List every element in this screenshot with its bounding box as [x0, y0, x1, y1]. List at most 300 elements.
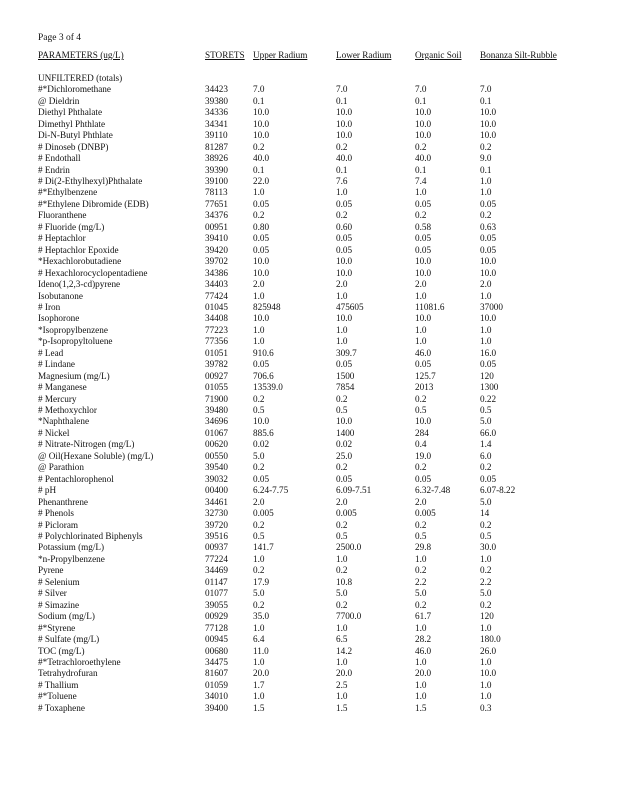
organic-soil-cell: 0.05: [415, 473, 432, 484]
organic-soil-cell: 0.05: [415, 359, 432, 370]
organic-soil-cell: 7.0: [415, 84, 427, 95]
parameter-cell: # Methoxychlor: [38, 405, 97, 416]
parameter-cell: *n-Propylbenzene: [38, 553, 105, 564]
bonanza-silt-rubble-cell: 0.1: [480, 95, 492, 106]
lower-radium-cell: 7.6: [336, 175, 348, 186]
upper-radium-cell: 6.4: [253, 634, 265, 645]
organic-soil-cell: 0.2: [415, 393, 427, 404]
table-row: [38, 130, 598, 141]
storet-cell: 00951: [205, 221, 228, 232]
column-header-bonanza-silt-rubble: Bonanza Silt-Rubble: [480, 50, 557, 60]
table-row: [38, 96, 598, 107]
upper-radium-cell: 0.05: [253, 244, 270, 255]
lower-radium-cell: 0.005: [336, 508, 357, 519]
storet-cell: 34386: [205, 267, 228, 278]
organic-soil-cell: 2.2: [415, 576, 427, 587]
parameter-cell: *Isopropylbenzene: [38, 324, 108, 335]
bonanza-silt-rubble-cell: 30.0: [480, 542, 497, 553]
storet-cell: 34408: [205, 313, 228, 324]
lower-radium-cell: 2.0: [336, 496, 348, 507]
organic-soil-cell: 2013: [415, 382, 434, 393]
organic-soil-cell: 0.1: [415, 164, 427, 175]
bonanza-silt-rubble-cell: 37000: [480, 301, 503, 312]
lower-radium-cell: 0.05: [336, 359, 353, 370]
lower-radium-cell: 0.2: [336, 599, 348, 610]
table-row: [38, 462, 598, 473]
lower-radium-cell: 1.0: [336, 691, 348, 702]
storet-cell: 01067: [205, 427, 228, 438]
upper-radium-cell: 0.05: [253, 359, 270, 370]
table-row: [38, 577, 598, 588]
table-row: [38, 588, 598, 599]
organic-soil-cell: 0.58: [415, 221, 432, 232]
bonanza-silt-rubble-cell: 0.05: [480, 244, 497, 255]
bonanza-silt-rubble-cell: 66.0: [480, 427, 497, 438]
organic-soil-cell: 0.5: [415, 405, 427, 416]
storet-cell: 34341: [205, 118, 228, 129]
storet-cell: 77223: [205, 324, 228, 335]
table-row: [38, 611, 598, 622]
storet-cell: 39032: [205, 473, 228, 484]
parameter-cell: Fluoranthene: [38, 210, 87, 221]
parameter-cell: Ideno(1,2,3-cd)pyrene: [38, 279, 121, 290]
upper-radium-cell: 0.80: [253, 221, 270, 232]
storet-cell: 39420: [205, 244, 228, 255]
lower-radium-cell: 20.0: [336, 668, 353, 679]
parameter-cell: Potassium (mg/L): [38, 542, 105, 553]
lower-radium-cell: 1.0: [336, 290, 348, 301]
bonanza-silt-rubble-cell: 0.2: [480, 599, 492, 610]
storet-cell: 39720: [205, 519, 228, 530]
parameter-cell: #*Tetrachloroethylene: [38, 657, 121, 667]
bonanza-silt-rubble-cell: 10.0: [480, 668, 497, 679]
bonanza-silt-rubble-cell: 1.0: [480, 187, 492, 198]
organic-soil-cell: 125.7: [415, 370, 436, 381]
lower-radium-cell: 0.05: [336, 473, 353, 484]
parameter-cell: # Sulfate (mg/L): [38, 634, 100, 645]
storet-cell: 34469: [205, 565, 228, 576]
storet-cell: 81287: [205, 141, 228, 152]
lower-radium-cell: 10.0: [336, 107, 353, 118]
storet-cell: 77224: [205, 553, 228, 564]
upper-radium-cell: 0.005: [253, 508, 274, 519]
lower-radium-cell: 6.09-7.51: [336, 485, 372, 496]
lower-radium-cell: 0.2: [336, 565, 348, 576]
storet-cell: 78113: [205, 187, 228, 198]
table-row: [38, 165, 598, 176]
upper-radium-cell: 10.0: [253, 267, 270, 278]
upper-radium-cell: 0.2: [253, 141, 265, 152]
section-row: [38, 73, 598, 84]
bonanza-silt-rubble-cell: 120: [480, 370, 494, 381]
organic-soil-cell: 0.5: [415, 531, 427, 542]
upper-radium-cell: 35.0: [253, 611, 270, 622]
table-row: [38, 542, 598, 553]
upper-radium-cell: 141.7: [253, 542, 274, 553]
upper-radium-cell: 885.6: [253, 427, 274, 438]
upper-radium-cell: 0.2: [253, 393, 265, 404]
bonanza-silt-rubble-cell: 10.0: [480, 256, 497, 267]
storet-cell: 81607: [205, 668, 228, 679]
upper-radium-cell: 0.05: [253, 233, 270, 244]
upper-radium-cell: 10.0: [253, 416, 270, 427]
lower-radium-cell: 10.0: [336, 130, 353, 141]
bonanza-silt-rubble-cell: 1.0: [480, 175, 492, 186]
table-row: [38, 474, 598, 485]
table-row: [38, 451, 598, 462]
bonanza-silt-rubble-cell: 0.2: [480, 210, 492, 221]
bonanza-silt-rubble-cell: 10.0: [480, 267, 497, 278]
upper-radium-cell: 10.0: [253, 256, 270, 267]
organic-soil-cell: 10.0: [415, 256, 432, 267]
organic-soil-cell: 2.0: [415, 279, 427, 290]
storet-cell: 71900: [205, 393, 228, 404]
bonanza-silt-rubble-cell: 1300: [480, 382, 499, 393]
bonanza-silt-rubble-cell: 1.0: [480, 679, 492, 690]
organic-soil-cell: 46.0: [415, 347, 432, 358]
organic-soil-cell: 10.0: [415, 130, 432, 141]
table-row: [38, 531, 598, 542]
lower-radium-cell: 0.5: [336, 531, 348, 542]
lower-radium-cell: 0.2: [336, 393, 348, 404]
bonanza-silt-rubble-cell: 1.0: [480, 691, 492, 702]
upper-radium-cell: 0.05: [253, 473, 270, 484]
table-row: [38, 439, 598, 450]
storet-cell: 00620: [205, 439, 228, 450]
storet-cell: 00680: [205, 645, 228, 656]
bonanza-silt-rubble-cell: 0.63: [480, 221, 497, 232]
storet-cell: 77356: [205, 336, 228, 347]
lower-radium-cell: 0.2: [336, 210, 348, 221]
storet-cell: 77128: [205, 622, 228, 633]
upper-radium-cell: 10.0: [253, 313, 270, 324]
organic-soil-cell: 19.0: [415, 450, 432, 461]
organic-soil-cell: 1.0: [415, 679, 427, 690]
parameter-cell: # Lead: [38, 347, 64, 358]
parameter-cell: # Toxaphene: [38, 702, 85, 713]
parameter-cell: # Nitrate-Nitrogen (mg/L): [38, 439, 135, 450]
upper-radium-cell: 0.2: [253, 519, 265, 530]
bonanza-silt-rubble-cell: 1.0: [480, 553, 492, 564]
lower-radium-cell: 0.05: [336, 198, 353, 209]
bonanza-silt-rubble-cell: 2.2: [480, 576, 492, 587]
parameter-cell: # Hexachlorocyclopentadiene: [38, 267, 148, 278]
bonanza-silt-rubble-cell: 0.2: [480, 141, 492, 152]
table-row: [38, 245, 598, 256]
storet-cell: 39100: [205, 175, 228, 186]
organic-soil-cell: 29.8: [415, 542, 432, 553]
lower-radium-cell: 7854: [336, 382, 355, 393]
storet-cell: 39540: [205, 462, 228, 473]
bonanza-silt-rubble-cell: 1.0: [480, 657, 492, 667]
parameter-cell: TOC (mg/L): [38, 645, 85, 656]
bonanza-silt-rubble-cell: 7.0: [480, 84, 492, 95]
organic-soil-cell: 0.005: [415, 508, 436, 519]
parameter-cell: #*Styrene: [38, 622, 76, 633]
column-header-organic-soil: Organic Soil: [415, 50, 462, 60]
storet-cell: 34336: [205, 107, 228, 118]
lower-radium-cell: 7.0: [336, 84, 348, 95]
upper-radium-cell: 2.0: [253, 279, 265, 290]
organic-soil-cell: 11081.6: [415, 301, 445, 312]
upper-radium-cell: 1.5: [253, 702, 265, 713]
lower-radium-cell: 1.5: [336, 702, 348, 713]
storet-cell: 34403: [205, 279, 228, 290]
parameter-cell: # Simazine: [38, 599, 80, 610]
parameter-cell: Di-N-Butyl Phthlate: [38, 130, 113, 141]
lower-radium-cell: 10.0: [336, 313, 353, 324]
lower-radium-cell: 0.05: [336, 233, 353, 244]
parameter-cell: # Dinoseb (DNBP): [38, 141, 109, 152]
table-row: [38, 565, 598, 576]
table-row: [38, 657, 598, 668]
bonanza-silt-rubble-cell: 0.3: [480, 702, 492, 713]
parameters-table: [38, 50, 598, 714]
organic-soil-cell: 40.0: [415, 153, 432, 164]
storet-cell: 39702: [205, 256, 228, 267]
table-row: [38, 268, 598, 279]
organic-soil-cell: 10.0: [415, 118, 432, 129]
organic-soil-cell: 1.0: [415, 187, 427, 198]
parameter-cell: # Lindane: [38, 359, 75, 370]
table-row: [38, 691, 598, 702]
bonanza-silt-rubble-cell: 10.0: [480, 107, 497, 118]
parameter-cell: #*Dichloromethane: [38, 84, 111, 95]
lower-radium-cell: 1.0: [336, 622, 348, 633]
lower-radium-cell: 14.2: [336, 645, 353, 656]
storet-cell: 00945: [205, 634, 228, 645]
bonanza-silt-rubble-cell: 9.0: [480, 153, 492, 164]
table-header-row: [38, 50, 598, 61]
storet-cell: 01147: [205, 576, 228, 587]
organic-soil-cell: 10.0: [415, 107, 432, 118]
lower-radium-cell: 1.0: [336, 324, 348, 335]
storet-cell: 34696: [205, 416, 228, 427]
storet-cell: 39380: [205, 95, 228, 106]
upper-radium-cell: 7.0: [253, 84, 265, 95]
organic-soil-cell: 20.0: [415, 668, 432, 679]
lower-radium-cell: 1.0: [336, 336, 348, 347]
upper-radium-cell: 5.0: [253, 588, 265, 599]
storet-cell: 39110: [205, 130, 228, 141]
lower-radium-cell: 2.5: [336, 679, 348, 690]
storet-cell: 77651: [205, 198, 228, 209]
lower-radium-cell: 0.2: [336, 462, 348, 473]
organic-soil-cell: 0.2: [415, 519, 427, 530]
parameter-cell: # Silver: [38, 588, 67, 599]
bonanza-silt-rubble-cell: 5.0: [480, 416, 492, 427]
table-row: [38, 119, 598, 130]
upper-radium-cell: 1.0: [253, 657, 265, 667]
upper-radium-cell: 706.6: [253, 370, 274, 381]
bonanza-silt-rubble-cell: 1.0: [480, 290, 492, 301]
parameter-cell: # Thallium: [38, 679, 79, 690]
organic-soil-cell: 5.0: [415, 588, 427, 599]
bonanza-silt-rubble-cell: 1.4: [480, 439, 492, 450]
table-row: [38, 634, 598, 645]
column-header-upper-radium: Upper Radium: [253, 50, 308, 60]
parameter-cell: # Selenium: [38, 576, 80, 587]
upper-radium-cell: 0.5: [253, 405, 265, 416]
bonanza-silt-rubble-cell: 0.5: [480, 531, 492, 542]
parameter-cell: Diethyl Phthalate: [38, 107, 103, 118]
bonanza-silt-rubble-cell: 0.05: [480, 359, 497, 370]
parameter-cell: # Phenols: [38, 508, 74, 519]
parameter-cell: Magnesium (mg/L): [38, 370, 110, 381]
bonanza-silt-rubble-cell: 120: [480, 611, 494, 622]
bonanza-silt-rubble-cell: 0.05: [480, 473, 497, 484]
lower-radium-cell: 0.05: [336, 244, 353, 255]
bonanza-silt-rubble-cell: 0.22: [480, 393, 497, 404]
parameter-cell: #*Toluene: [38, 691, 77, 702]
table-row: [38, 646, 598, 657]
bonanza-silt-rubble-cell: 0.2: [480, 519, 492, 530]
table-body: [38, 50, 598, 714]
spacer-row: [38, 61, 598, 72]
storet-cell: 34010: [205, 691, 228, 702]
storet-cell: 00927: [205, 370, 228, 381]
upper-radium-cell: 2.0: [253, 496, 265, 507]
column-header-parameters: PARAMETERS (ug/L): [38, 50, 124, 60]
table-row: [38, 428, 598, 439]
organic-soil-cell: 10.0: [415, 267, 432, 278]
table-row: [38, 107, 598, 118]
upper-radium-cell: 1.0: [253, 324, 265, 335]
table-row: [38, 233, 598, 244]
parameter-cell: Phenanthrene: [38, 496, 89, 507]
upper-radium-cell: 10.0: [253, 130, 270, 141]
storet-cell: 01055: [205, 382, 228, 393]
table-row: [38, 668, 598, 679]
upper-radium-cell: 22.0: [253, 175, 270, 186]
table-row: [38, 199, 598, 210]
storet-cell: 32730: [205, 508, 228, 519]
organic-soil-cell: 1.0: [415, 290, 427, 301]
organic-soil-cell: 0.4: [415, 439, 427, 450]
table-row: [38, 371, 598, 382]
lower-radium-cell: 475605: [336, 301, 364, 312]
table-row: [38, 520, 598, 531]
table-row: [38, 302, 598, 313]
bonanza-silt-rubble-cell: 10.0: [480, 118, 497, 129]
storet-cell: 00937: [205, 542, 228, 553]
bonanza-silt-rubble-cell: 1.0: [480, 622, 492, 633]
lower-radium-cell: 5.0: [336, 588, 348, 599]
lower-radium-cell: 0.5: [336, 405, 348, 416]
table-row: [38, 359, 598, 370]
lower-radium-cell: 1.0: [336, 187, 348, 198]
storet-cell: 01077: [205, 588, 228, 599]
upper-radium-cell: 10.0: [253, 107, 270, 118]
lower-radium-cell: 40.0: [336, 153, 353, 164]
storet-cell: 34376: [205, 210, 228, 221]
bonanza-silt-rubble-cell: 5.0: [480, 588, 492, 599]
table-row: [38, 142, 598, 153]
storet-cell: 34423: [205, 84, 228, 95]
organic-soil-cell: 7.4: [415, 175, 427, 186]
parameter-cell: Sodium (mg/L): [38, 611, 95, 622]
organic-soil-cell: 0.2: [415, 565, 427, 576]
upper-radium-cell: 910.6: [253, 347, 274, 358]
bonanza-silt-rubble-cell: 1.0: [480, 324, 492, 335]
organic-soil-cell: 0.2: [415, 462, 427, 473]
table-row: [38, 348, 598, 359]
parameter-cell: Isobutanone: [38, 290, 83, 301]
bonanza-silt-rubble-cell: 0.05: [480, 233, 497, 244]
table-row: [38, 153, 598, 164]
table-row: [38, 187, 598, 198]
bonanza-silt-rubble-cell: 0.05: [480, 198, 497, 209]
storet-cell: 39480: [205, 405, 228, 416]
storet-cell: 38926: [205, 153, 228, 164]
bonanza-silt-rubble-cell: 2.0: [480, 279, 492, 290]
upper-radium-cell: 0.2: [253, 462, 265, 473]
organic-soil-cell: 61.7: [415, 611, 432, 622]
table-row: [38, 336, 598, 347]
lower-radium-cell: 2500.0: [336, 542, 362, 553]
parameter-cell: Pyrene: [38, 565, 64, 576]
storet-cell: 01059: [205, 679, 228, 690]
parameter-cell: # Manganese: [38, 382, 87, 393]
lower-radium-cell: 10.0: [336, 256, 353, 267]
upper-radium-cell: 0.2: [253, 210, 265, 221]
upper-radium-cell: 0.2: [253, 565, 265, 576]
storet-cell: 00400: [205, 485, 228, 496]
storet-cell: 39516: [205, 531, 228, 542]
upper-radium-cell: 1.0: [253, 187, 265, 198]
section-label: UNFILTERED (totals): [38, 72, 123, 83]
parameter-cell: # Heptachlor Epoxide: [38, 244, 119, 255]
bonanza-silt-rubble-cell: 0.2: [480, 565, 492, 576]
upper-radium-cell: 0.2: [253, 599, 265, 610]
parameter-cell: #*Ethylene Dibromide (EDB): [38, 198, 149, 209]
upper-radium-cell: 0.02: [253, 439, 270, 450]
organic-soil-cell: 1.0: [415, 622, 427, 633]
upper-radium-cell: 1.7: [253, 679, 265, 690]
parameter-cell: Dimethyl Phthlate: [38, 118, 106, 129]
upper-radium-cell: 825948: [253, 301, 281, 312]
bonanza-silt-rubble-cell: 26.0: [480, 645, 497, 656]
upper-radium-cell: 13539.0: [253, 382, 283, 393]
page-number: Page 3 of 4: [38, 33, 82, 43]
organic-soil-cell: 10.0: [415, 313, 432, 324]
bonanza-silt-rubble-cell: 180.0: [480, 634, 501, 645]
bonanza-silt-rubble-cell: 16.0: [480, 347, 497, 358]
organic-soil-cell: 1.5: [415, 702, 427, 713]
parameter-cell: # Di(2-Ethylhexyl)Phthalate: [38, 175, 143, 186]
table-row: [38, 416, 598, 427]
organic-soil-cell: 28.2: [415, 634, 432, 645]
parameter-cell: # Endrin: [38, 164, 70, 175]
parameter-cell: *Naphthalene: [38, 416, 90, 427]
table-row: [38, 623, 598, 634]
bonanza-silt-rubble-cell: 6.0: [480, 450, 492, 461]
upper-radium-cell: 1.0: [253, 553, 265, 564]
column-header-lower-radium: Lower Radium: [336, 50, 392, 60]
table-row: [38, 405, 598, 416]
parameter-cell: #*Ethylbenzene: [38, 187, 98, 198]
table-row: [38, 497, 598, 508]
lower-radium-cell: 0.2: [336, 519, 348, 530]
lower-radium-cell: 1400: [336, 427, 355, 438]
lower-radium-cell: 309.7: [336, 347, 357, 358]
upper-radium-cell: 20.0: [253, 668, 270, 679]
upper-radium-cell: 1.0: [253, 336, 265, 347]
storet-cell: 00550: [205, 450, 228, 461]
organic-soil-cell: 1.0: [415, 553, 427, 564]
parameter-cell: @ Parathion: [38, 462, 84, 473]
lower-radium-cell: 1500: [336, 370, 355, 381]
